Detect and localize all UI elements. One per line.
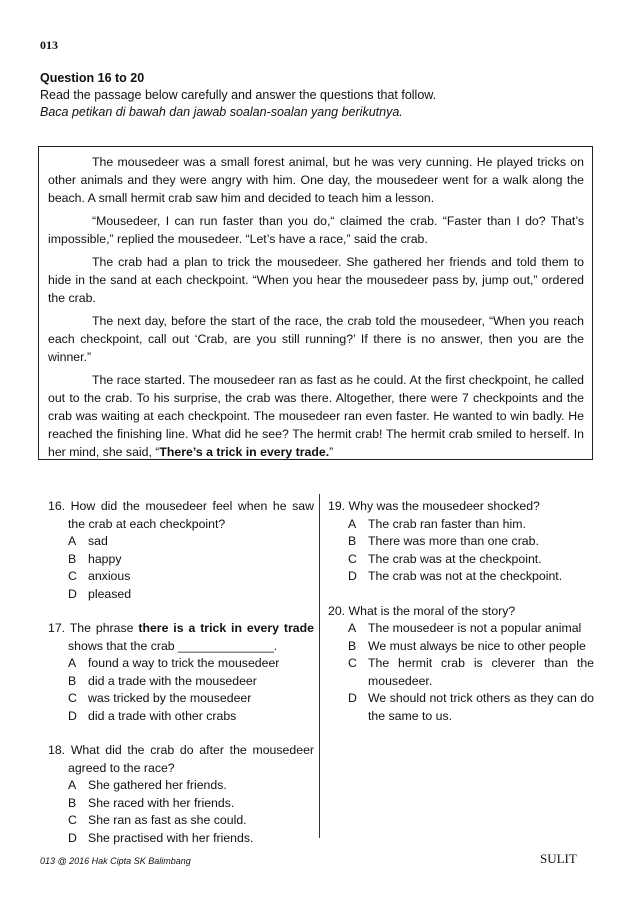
question-18 bbox=[48, 742, 314, 847]
footer-copyright: 013 @ 2016 Hak Cipta SK Balimbang bbox=[40, 856, 191, 866]
option-text: did a trade with other crabs bbox=[88, 708, 237, 723]
option-letter: A bbox=[68, 778, 77, 792]
question-19-option-c[interactable] bbox=[328, 551, 594, 569]
question-16-option-b[interactable] bbox=[48, 551, 314, 569]
option-text: The crab ran faster than him. bbox=[368, 516, 526, 531]
question-18-option-b[interactable] bbox=[48, 795, 314, 813]
question-19-stem: 19. Why was the mousedeer shocked? bbox=[328, 499, 540, 513]
question-17-stem bbox=[48, 620, 314, 655]
option-text: She practised with her friends. bbox=[88, 830, 254, 845]
question-16-option-a[interactable] bbox=[48, 533, 314, 551]
question-20 bbox=[328, 603, 594, 726]
passage-paragraph-3: The crab had a plan to trick the mousedeer. She gathered her friends and told them to hide in the sand at each checkpoint. “When you hear the mousedeer pass by, jump out,” ordered the crab. bbox=[48, 255, 584, 305]
option-text: found a way to trick the mousedeer bbox=[88, 656, 280, 670]
question-16-option-d[interactable] bbox=[48, 586, 314, 604]
question-18-option-d[interactable] bbox=[48, 830, 314, 848]
option-letter: D bbox=[68, 586, 77, 601]
passage-paragraph-1: The mousedeer was a small forest animal, but he was very cunning. He played tricks on other animals and they were angry with him. One day, the mousedeer went for a walk along the beach. A small hermit crab saw him and decided to teach him a lesson. bbox=[48, 155, 584, 205]
passage-paragraph-5-text: The race started. The mousedeer ran as fast as he could. At the first checkpoint, he called out to the crab. To his surprise, the crab was there. Altogether, there were 7 checkpoints and the crab was waiting at each checkpoint. The mousedeer ran even faster. He wanted to win badly. He reached the finishing line. What did he see? The hermit crab! The hermit crab smiled to herself. In her mind, she said, “ bbox=[48, 373, 584, 459]
option-letter: D bbox=[68, 830, 77, 845]
page-code: 013 bbox=[40, 38, 58, 52]
option-letter: A bbox=[68, 656, 77, 670]
option-letter: D bbox=[348, 569, 357, 583]
option-letter: B bbox=[348, 534, 357, 548]
passage-paragraph-2: “Mousedeer, I can run faster than you do,“ claimed the crab. “Faster than I do? That’s impossible,” replied the mousedeer. “Let’s have a race,” said the crab. bbox=[48, 214, 584, 246]
questions-right-column bbox=[328, 498, 594, 742]
questions-left-column bbox=[48, 498, 314, 864]
question-20-option-b[interactable] bbox=[328, 638, 594, 656]
option-text: anxious bbox=[88, 569, 131, 583]
option-text: She ran as fast as she could. bbox=[88, 813, 247, 827]
question-18-stem: 18. What did the crab do after the mousedeer agreed to the race? bbox=[48, 743, 314, 775]
question-19-option-b[interactable] bbox=[328, 533, 594, 551]
question-17-option-d[interactable] bbox=[48, 708, 314, 726]
question-19-option-d[interactable] bbox=[328, 568, 594, 586]
question-18-option-c[interactable] bbox=[48, 812, 314, 830]
question-17-stem-end: shows that the crab ______________. bbox=[68, 638, 278, 653]
option-letter: D bbox=[348, 691, 357, 705]
option-letter: A bbox=[348, 621, 357, 635]
question-17-option-b[interactable] bbox=[48, 673, 314, 691]
option-text: There was more than one crab. bbox=[368, 534, 539, 548]
option-letter: C bbox=[348, 551, 357, 566]
option-letter: C bbox=[68, 691, 77, 705]
option-text: The crab was at the checkpoint. bbox=[368, 551, 542, 566]
footer-classification: SULIT bbox=[540, 851, 577, 866]
question-17 bbox=[48, 620, 314, 725]
question-17-stem-phrase: there is a trick in every trade bbox=[138, 621, 314, 635]
option-text: The mousedeer is not a popular animal bbox=[368, 621, 582, 635]
question-16-stem: 16. How did the mousedeer feel when he saw the crab at each checkpoint? bbox=[48, 499, 314, 531]
question-16 bbox=[48, 498, 314, 603]
option-letter: B bbox=[68, 673, 77, 688]
question-20-option-c[interactable] bbox=[328, 655, 594, 690]
option-letter: A bbox=[348, 516, 357, 531]
question-20-option-a[interactable] bbox=[328, 620, 594, 638]
passage-paragraph-5 bbox=[48, 371, 584, 461]
option-letter: A bbox=[68, 534, 77, 548]
option-letter: B bbox=[68, 551, 77, 566]
option-letter: C bbox=[68, 569, 77, 583]
question-16-option-c[interactable] bbox=[48, 568, 314, 586]
instruction-english: Read the passage below carefully and answer the questions that follow. bbox=[40, 88, 437, 102]
option-letter: C bbox=[68, 813, 77, 827]
option-text: pleased bbox=[88, 586, 132, 601]
instruction-malay: Baca petikan di bawah dan jawab soalan-soalan yang berikutnya. bbox=[40, 105, 403, 119]
option-text: She gathered her friends. bbox=[88, 778, 227, 792]
question-19-option-a[interactable] bbox=[328, 516, 594, 534]
question-17-stem-start: 17. The phrase bbox=[48, 621, 139, 635]
column-divider bbox=[319, 494, 320, 838]
question-20-option-d[interactable] bbox=[328, 690, 594, 725]
option-text: The crab was not at the checkpoint. bbox=[368, 569, 563, 583]
passage-box bbox=[38, 146, 593, 460]
option-text: did a trade with the mousedeer bbox=[88, 673, 257, 688]
passage-closing-quote: ” bbox=[329, 445, 334, 459]
option-letter: D bbox=[68, 708, 77, 723]
option-letter: C bbox=[348, 656, 357, 670]
question-18-option-a[interactable] bbox=[48, 777, 314, 795]
question-17-option-a[interactable] bbox=[48, 655, 314, 673]
passage-moral-phrase: There’s a trick in every trade. bbox=[159, 445, 330, 459]
passage-paragraph-4: The next day, before the start of the race, the crab told the mousedeer, “When you reach each checkpoint, call out ‘Crab, are you still running?’ If there is no answer, then you are the winner.” bbox=[48, 314, 584, 364]
option-text: We should not trick others as they can do the same to us. bbox=[368, 691, 594, 723]
option-text: was tricked by the mousedeer bbox=[88, 691, 252, 705]
question-20-stem: 20. What is the moral of the story? bbox=[328, 603, 516, 618]
question-17-option-c[interactable] bbox=[48, 690, 314, 708]
question-19 bbox=[328, 498, 594, 586]
option-letter: B bbox=[348, 638, 357, 653]
option-text: The hermit crab is cleverer than the mousedeer. bbox=[368, 656, 594, 688]
option-text: happy bbox=[88, 551, 122, 566]
option-text: She raced with her friends. bbox=[88, 795, 235, 810]
option-letter: B bbox=[68, 795, 77, 810]
option-text: We must always be nice to other people bbox=[368, 638, 586, 653]
section-title: Question 16 to 20 bbox=[40, 71, 145, 85]
option-text: sad bbox=[88, 534, 108, 548]
